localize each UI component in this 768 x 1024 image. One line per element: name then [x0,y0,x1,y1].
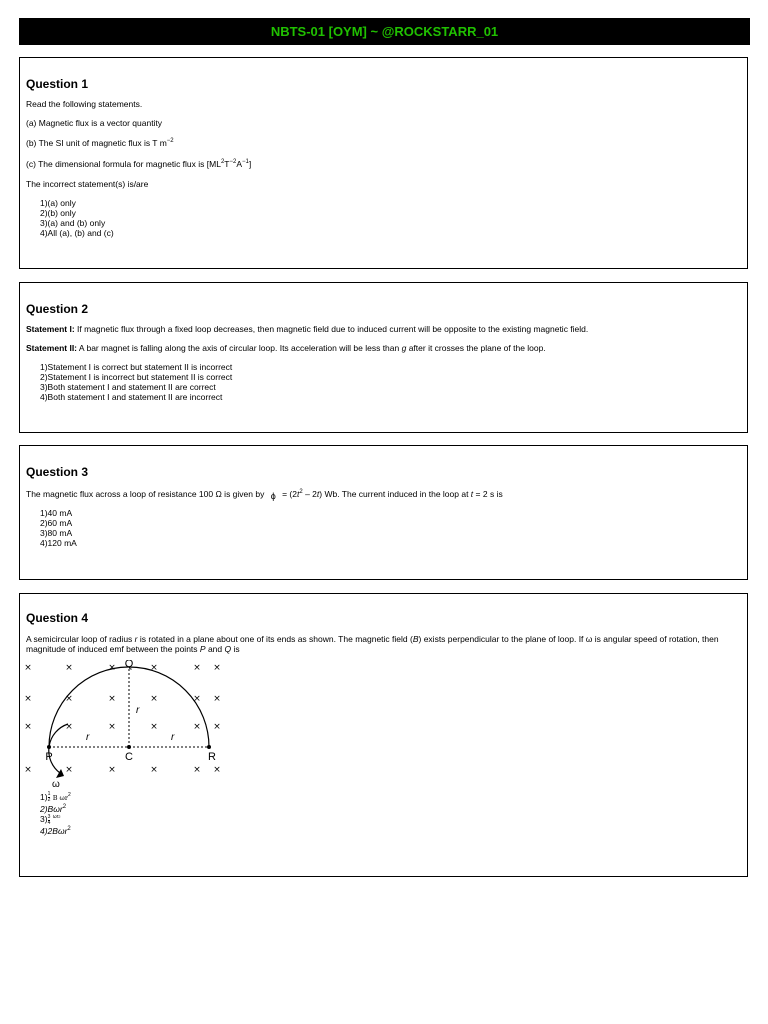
var-b: B [412,634,419,644]
field-cross-mark: × [24,722,32,732]
var-q: Q [224,644,232,654]
var-t: t [297,489,300,499]
semicircle-loop-diagram [20,660,250,790]
option-3-prefix: 3) [40,814,48,825]
statement-b-text: (b) The SI unit of magnetic flux is T m [26,138,167,148]
option-2[interactable]: 2)60 mA [40,518,73,528]
option-4[interactable] [40,826,71,836]
question-text [26,489,741,499]
statement-2-text: A bar magnet is falling along the axis of circular loop. Its acceleration will be less than [77,343,402,353]
question-card-1 [19,57,748,269]
field-cross-mark: × [150,722,158,732]
option-1-prefix: 1) [40,792,48,802]
field-cross-mark: × [213,694,221,704]
field-cross-mark: × [150,765,158,775]
text-part: and [205,644,225,654]
dim-a: A [236,159,243,169]
statement-c [26,159,741,169]
statement-b [26,138,741,148]
text-part: – 2 [302,489,317,499]
text-part: is [231,644,240,654]
question-title: Question 4 [26,611,89,625]
field-cross-mark: × [65,765,73,775]
field-cross-mark: × [65,722,73,732]
var-t: t [470,489,474,499]
question-title: Question 2 [26,302,89,316]
option-3[interactable] [40,814,71,826]
text-part: = (2 [279,489,297,499]
options-list [40,198,114,238]
text-part: ) Wb. The current induced in the loop at [319,489,471,499]
fraction-half [48,792,51,803]
statement-2-label: Statement II: [26,343,78,353]
label-omega: ω [52,779,60,790]
option-1[interactable] [40,792,71,803]
superscript: 2 [67,826,71,833]
field-cross-mark: × [24,694,32,704]
superscript: −1 [242,159,249,166]
field-cross-mark: × [24,663,32,673]
text-part: is rotated in a plane about one of its ends as shown. The magnetic field ( [137,634,413,644]
statement-2 [26,343,741,353]
option-3-rest: ωr [52,814,59,821]
question-title: Question 3 [26,465,89,479]
option-4[interactable]: 4)All (a), (b) and (c) [40,228,114,238]
var-p: P [199,644,206,654]
dim-t: T [224,159,230,169]
field-cross-mark: × [213,765,221,775]
field-cross-mark: × [150,694,158,704]
option-3[interactable]: 3)(a) and (b) only [40,218,106,228]
field-cross-mark: × [108,722,116,732]
option-1[interactable]: 1)(a) only [40,198,76,208]
field-cross-mark: × [193,765,201,775]
question-title: Question 1 [26,77,89,91]
superscript: 2 [299,489,303,496]
header-bar [19,18,750,45]
option-4-text: 4)2Bωr [40,826,68,837]
superscript: 2 [58,814,61,820]
statement-1 [26,324,741,334]
options-list [40,508,77,548]
numerator: 3 [47,813,51,820]
label-radius-vertical: r [136,705,140,716]
point-c-dot [127,745,131,749]
field-cross-mark: × [193,694,201,704]
option-2[interactable]: 2)(b) only [40,208,76,218]
option-1[interactable]: 1)Statement I is correct but statement II is incorrect [40,362,233,372]
field-cross-mark: × [213,722,221,732]
label-radius-left: r [86,732,90,743]
var-g: g [401,343,407,353]
text-part: The magnetic flux across a loop of resistance 100 Ω is given by [26,489,267,499]
field-cross-mark: × [213,663,221,673]
label-radius-right: r [171,732,175,743]
text-part: ) exists perpendicular to the plane of loop. If ω is angular speed of rotation, then magnitude of induced emf between the points [26,634,719,654]
question-text: Read the following statements. [26,99,143,109]
bracket: ] [248,159,252,169]
statement-1-label: Statement I: [26,324,75,334]
label-q: Q [124,660,134,670]
question-card-4 [19,593,748,877]
statement-1-text: If magnetic flux through a fixed loop decreases, then magnetic field due to induced current will be opposite to the existing magnetic field. [74,324,589,334]
field-cross-mark: × [108,694,116,704]
option-2[interactable]: 2)Statement I is incorrect but statement II is correct [40,372,233,382]
superscript: 2 [220,159,225,166]
text-part: A semicircular loop of radius [26,634,135,644]
denominator: 4 [47,819,51,826]
superscript: −2 [229,159,237,166]
denominator: 2 [47,797,51,804]
option-2[interactable] [40,804,71,814]
field-cross-mark: × [193,722,201,732]
option-2-text: 2)Bωr [40,804,63,815]
option-4[interactable]: 4)120 mA [40,538,77,548]
field-cross-mark: × [108,663,116,673]
options-list [40,792,71,836]
question-card-2 [19,282,748,433]
label-p: P [45,751,53,763]
option-1[interactable]: 1)40 mA [40,508,73,518]
option-3[interactable]: 3)Both statement I and statement II are correct [40,382,216,392]
superscript: −2 [166,138,174,145]
header-title: NBTS-01 [OYM] ~ @ROCKSTARR_01 [270,24,499,39]
field-cross-mark: × [150,663,158,673]
field-cross-mark: × [65,663,73,673]
field-cross-mark: × [108,765,116,775]
field-cross-mark: × [24,765,32,775]
option-4[interactable]: 4)Both statement I and statement II are incorrect [40,392,223,402]
point-r-dot [207,745,211,749]
var-r: r [134,634,138,644]
option-1-rest: B ωr [52,794,68,802]
question-card-3 [19,445,748,580]
text-part: = 2 s is [473,489,503,499]
numerator: 1 [47,791,51,798]
statement-c-text: (c) The dimensional formula for magnetic flux is [ML [26,159,221,169]
statement-2-text-end: after it crosses the plane of the loop. [406,343,546,353]
field-cross-mark: × [193,663,201,673]
label-c: C [125,751,133,763]
var-t: t [316,489,320,499]
field-cross-mark: × [65,694,73,704]
fraction-three-quarter [48,815,51,826]
statement-a: (a) Magnetic flux is a vector quantity [26,118,163,128]
label-r: R [208,751,216,763]
option-3[interactable]: 3)80 mA [40,528,73,538]
phi-symbol: ϕ [270,491,276,501]
superscript: 2 [62,804,67,811]
superscript: 2 [67,792,71,799]
options-list [40,362,232,402]
question-text [26,634,741,654]
question-prompt: The incorrect statement(s) is/are [26,179,149,189]
